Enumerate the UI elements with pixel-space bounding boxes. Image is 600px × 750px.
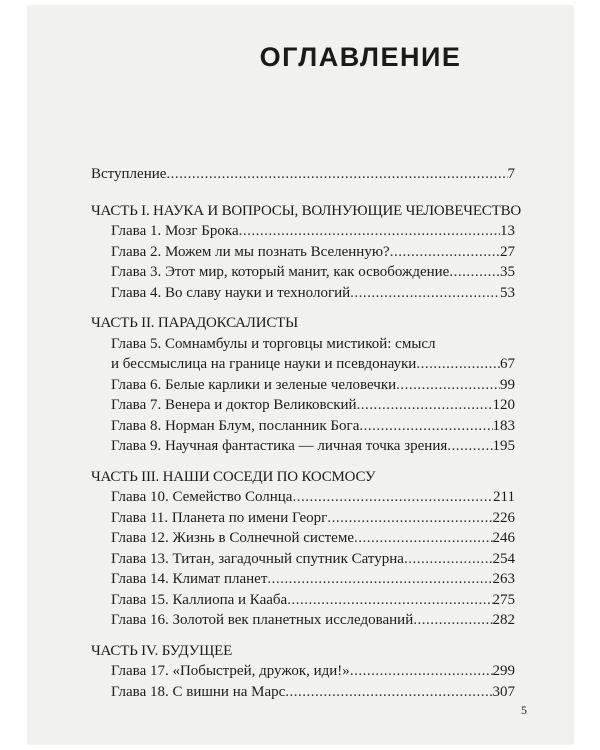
toc-entry-title: Глава 3. Этот мир, который манит, как освобождение — [111, 264, 450, 280]
toc-entry-title: Глава 6. Белые карлики и зеленые человечки — [111, 376, 397, 393]
toc-entry-page: 7 — [507, 166, 515, 182]
leader-dots — [350, 661, 493, 682]
toc-entry — [91, 262, 515, 283]
toc-entry — [91, 569, 515, 590]
toc-entry-page: 263 — [492, 571, 515, 587]
part-heading: ЧАСТЬ III. НАШИ СОСЕДИ ПО КОСМОСУ — [91, 468, 376, 485]
leader-dots — [390, 242, 500, 263]
toc-entry-title: Глава 5. Сомнамбулы и торговцы мистикой: смысл — [111, 335, 436, 352]
leader-dots — [287, 590, 492, 611]
toc-entry-page: 99 — [500, 376, 515, 393]
toc-entry-page: 27 — [500, 243, 515, 260]
toc-entry — [91, 395, 515, 416]
leader-dots — [359, 416, 492, 437]
toc-entry — [91, 528, 515, 549]
toc-entry-title: Глава 10. Семейство Солнца — [111, 489, 293, 505]
leader-dots — [166, 164, 507, 185]
toc-entry-title: Глава 1. Мозг Брока — [111, 223, 239, 239]
toc-entry — [91, 610, 515, 631]
leader-dots — [447, 436, 492, 457]
leader-dots — [413, 610, 492, 631]
toc-entry — [91, 590, 515, 611]
leader-dots — [292, 487, 493, 508]
part-heading: ЧАСТЬ I. НАУКА И ВОПРОСЫ, ВОЛНУЮЩИЕ ЧЕЛОВЕЧЕСТВО — [91, 202, 522, 219]
toc-entry-title: Глава 2. Можем ли мы познать Вселенную? — [111, 243, 390, 260]
leader-dots — [449, 262, 500, 283]
toc-entry-title: Вступление — [91, 166, 167, 182]
toc-entry-page: 195 — [492, 438, 515, 454]
toc-entry-title: Глава 15. Каллиопа и Кааба — [111, 591, 288, 608]
toc-entry — [91, 416, 515, 437]
toc-entry-page: 307 — [492, 683, 515, 700]
toc-entry-title: Глава 14. Климат планет — [111, 571, 268, 587]
leader-dots — [327, 508, 492, 529]
toc-entry-page: 120 — [492, 397, 515, 413]
toc-entry-page: 282 — [492, 612, 515, 628]
toc-entry — [91, 283, 515, 304]
toc-entry — [91, 354, 515, 375]
toc-entry-title: Глава 7. Венера и доктор Великовский — [111, 397, 357, 413]
toc-entry — [91, 375, 515, 396]
toc-entry-title: Глава 17. «Побыстрей, дружок, иди!» — [111, 663, 350, 679]
page-title: ОГЛАВЛЕНИЕ — [259, 42, 462, 72]
toc-entry-title: Глава 18. С вишни на Марс — [111, 683, 286, 700]
toc-entry-page: 299 — [492, 663, 515, 679]
leader-dots — [354, 528, 493, 549]
toc-entry — [91, 487, 515, 508]
leader-dots — [416, 354, 500, 375]
toc-entry-page: 254 — [492, 550, 515, 567]
book-page — [28, 6, 573, 744]
toc-entry-title-continuation: и бессмыслица на границе науки и псевдонауки — [111, 356, 417, 372]
toc-entry — [91, 436, 515, 457]
toc-entry-title: Глава 16. Золотой век планетных исследований — [111, 612, 414, 628]
toc-entry-page: 275 — [492, 591, 515, 608]
toc-entry — [91, 682, 515, 703]
toc-entry-title: Глава 4. Во славу науки и технологий — [111, 284, 351, 301]
page-number: 5 — [521, 703, 527, 717]
leader-dots — [239, 221, 500, 242]
toc-entry-page: 35 — [500, 264, 515, 280]
toc-entry — [91, 242, 515, 263]
leader-dots — [404, 549, 493, 570]
toc-entry-title: Глава 12. Жизнь в Солнечной системе — [111, 530, 354, 546]
leader-dots — [285, 682, 492, 703]
toc-entry — [91, 661, 515, 682]
leader-dots — [396, 375, 500, 396]
toc-entry-title: Глава 8. Норман Блум, посланник Бога — [111, 417, 360, 434]
part-heading: ЧАСТЬ II. ПАРАДОКСАЛИСТЫ — [91, 315, 299, 331]
toc-entry-intro — [91, 164, 515, 185]
toc-entry-page: 226 — [492, 509, 515, 526]
toc-entry-page: 53 — [500, 284, 515, 301]
leader-dots — [357, 395, 493, 416]
toc-entry-page: 211 — [493, 489, 515, 505]
toc-entry-title: Глава 13. Титан, загадочный спутник Сатурна — [111, 550, 404, 567]
toc-entry — [91, 508, 515, 529]
toc-entry-page: 13 — [500, 223, 515, 239]
leader-dots — [267, 569, 492, 590]
toc-entry-title: Глава 11. Планета по имени Георг — [111, 509, 328, 526]
leader-dots — [350, 283, 500, 304]
table-of-contents — [91, 164, 522, 702]
toc-entry — [91, 221, 515, 242]
toc-entry-page: 183 — [492, 417, 515, 434]
toc-entry — [91, 549, 515, 570]
part-heading: ЧАСТЬ IV. БУДУЩЕЕ — [91, 642, 233, 659]
toc-entry-page: 246 — [492, 530, 515, 546]
toc-entry-title: Глава 9. Научная фантастика — личная точка зрения — [111, 438, 448, 454]
toc-entry-page: 67 — [500, 356, 515, 372]
